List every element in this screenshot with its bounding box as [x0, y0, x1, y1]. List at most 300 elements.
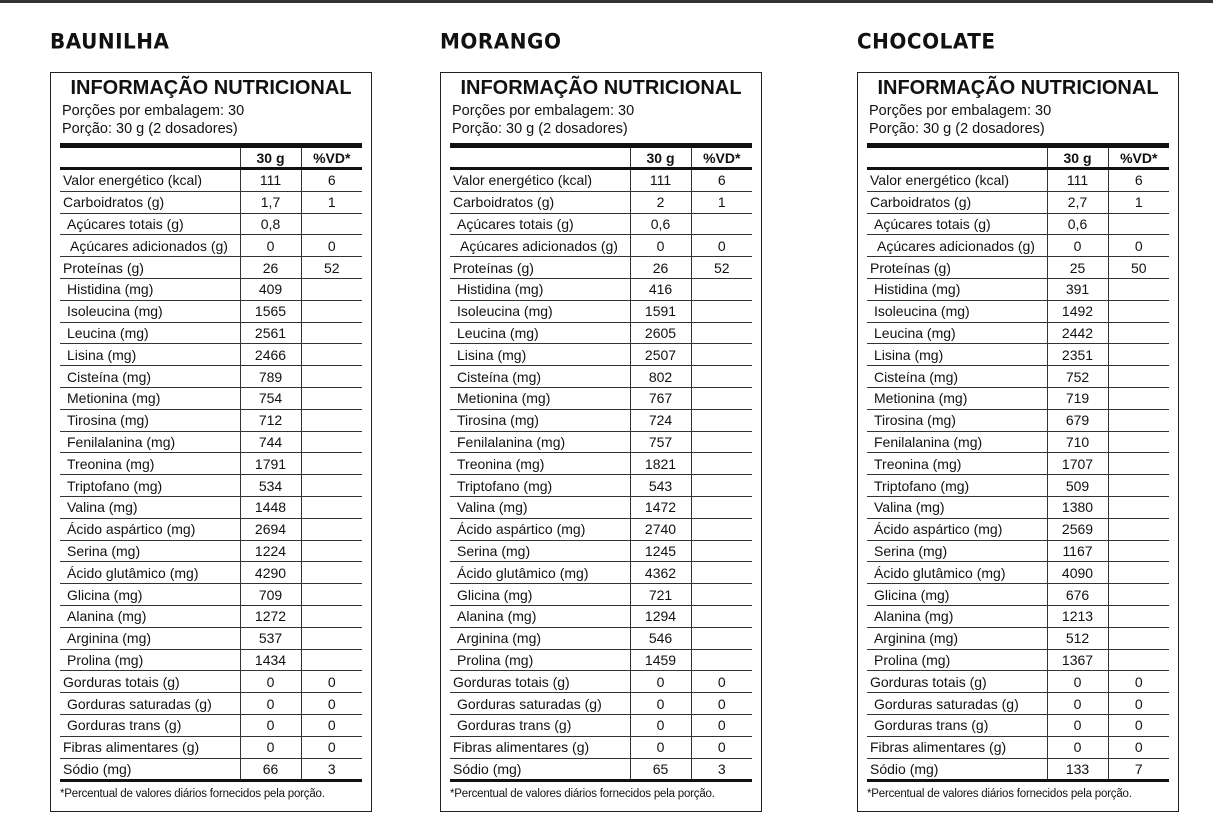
vd-value	[301, 366, 362, 388]
vd-value: 6	[1108, 169, 1169, 192]
vd-value	[301, 213, 362, 235]
portion-size: Porção: 30 g (2 dosadores)	[62, 121, 238, 137]
amount-value: 754	[240, 387, 301, 409]
table-row	[867, 322, 1169, 344]
amount-value: 721	[630, 584, 691, 606]
nutrient-label: Leucina (mg)	[60, 322, 240, 344]
table-row	[60, 736, 362, 758]
table-row	[867, 278, 1169, 300]
amount-value: 537	[240, 627, 301, 649]
table-row	[60, 649, 362, 671]
vd-value: 1	[691, 191, 752, 213]
amount-value: 1,7	[240, 191, 301, 213]
portion-size: Porção: 30 g (2 dosadores)	[452, 121, 628, 137]
vd-value	[691, 627, 752, 649]
amount-value: 409	[240, 278, 301, 300]
header-amount: 30 g	[630, 146, 691, 169]
table-row	[867, 758, 1169, 781]
amount-value: 2694	[240, 518, 301, 540]
vd-value	[1108, 322, 1169, 344]
amount-value: 0	[1047, 714, 1108, 736]
vd-value	[691, 409, 752, 431]
vd-value	[1108, 627, 1169, 649]
table-row	[60, 671, 362, 693]
table-row	[450, 322, 752, 344]
table-row	[867, 344, 1169, 366]
nutrient-label: Tirosina (mg)	[450, 409, 630, 431]
amount-value: 26	[630, 257, 691, 279]
vd-value	[301, 322, 362, 344]
vd-value	[691, 431, 752, 453]
amount-value: 757	[630, 431, 691, 453]
amount-value: 2569	[1047, 518, 1108, 540]
vd-value	[301, 344, 362, 366]
amount-value: 0	[630, 235, 691, 257]
vd-value	[691, 562, 752, 584]
nutrient-label: Sódio (mg)	[60, 758, 240, 781]
vd-value	[301, 649, 362, 671]
table-row	[450, 671, 752, 693]
nutrient-label: Açúcares totais (g)	[867, 213, 1047, 235]
vd-value: 0	[1108, 671, 1169, 693]
amount-value: 1448	[240, 496, 301, 518]
vd-value: 0	[301, 671, 362, 693]
vd-value	[1108, 387, 1169, 409]
nutrient-label: Treonina (mg)	[450, 453, 630, 475]
nutrient-label: Fibras alimentares (g)	[60, 736, 240, 758]
portion-size: Porção: 30 g (2 dosadores)	[869, 121, 1045, 137]
nutrient-label: Isoleucina (mg)	[60, 300, 240, 322]
amount-value: 1213	[1047, 605, 1108, 627]
table-row	[450, 693, 752, 715]
header-blank	[450, 146, 630, 169]
vd-value	[1108, 366, 1169, 388]
nutrient-label: Ácido glutâmico (mg)	[450, 562, 630, 584]
amount-value: 543	[630, 475, 691, 497]
vd-value	[1108, 344, 1169, 366]
vd-value	[301, 300, 362, 322]
nutrient-label: Fenilalanina (mg)	[450, 431, 630, 453]
table-row	[60, 366, 362, 388]
amount-value: 1565	[240, 300, 301, 322]
panel-title: INFORMAÇÃO NUTRICIONAL	[70, 77, 352, 99]
table-row	[450, 518, 752, 540]
vd-value	[1108, 496, 1169, 518]
table-row	[60, 344, 362, 366]
nutrient-label: Triptofano (mg)	[60, 475, 240, 497]
header-amount: 30 g	[1047, 146, 1108, 169]
table-row	[867, 736, 1169, 758]
nutrition-table	[450, 143, 752, 782]
vd-value	[691, 387, 752, 409]
table-row	[60, 518, 362, 540]
amount-value: 391	[1047, 278, 1108, 300]
vd-value	[691, 300, 752, 322]
nutrient-label: Metionina (mg)	[60, 387, 240, 409]
vd-value	[301, 475, 362, 497]
amount-value: 724	[630, 409, 691, 431]
amount-value: 0	[630, 714, 691, 736]
amount-value: 0	[1047, 693, 1108, 715]
serving-info	[51, 102, 371, 138]
vd-value: 0	[1108, 736, 1169, 758]
nutrient-label: Glicina (mg)	[867, 584, 1047, 606]
amount-value: 752	[1047, 366, 1108, 388]
nutrient-label: Gorduras trans (g)	[60, 714, 240, 736]
nutrient-label: Leucina (mg)	[450, 322, 630, 344]
amount-value: 416	[630, 278, 691, 300]
table-row	[450, 649, 752, 671]
table-row	[60, 475, 362, 497]
table-row	[60, 169, 362, 192]
amount-value: 0	[1047, 235, 1108, 257]
amount-value: 802	[630, 366, 691, 388]
nutrient-label: Açúcares totais (g)	[450, 213, 630, 235]
vd-value	[1108, 584, 1169, 606]
nutrient-label: Valor energético (kcal)	[60, 169, 240, 192]
table-row	[867, 387, 1169, 409]
table-row	[450, 758, 752, 781]
vd-value: 0	[691, 235, 752, 257]
table-row	[450, 540, 752, 562]
amount-value: 1459	[630, 649, 691, 671]
table-row	[60, 387, 362, 409]
vd-value	[691, 475, 752, 497]
table-row	[867, 300, 1169, 322]
nutrient-label: Cisteína (mg)	[867, 366, 1047, 388]
table-row	[60, 431, 362, 453]
amount-value: 4090	[1047, 562, 1108, 584]
servings-per-package: Porções por embalagem: 30	[869, 103, 1052, 119]
table-row	[867, 235, 1169, 257]
amount-value: 0,6	[1047, 213, 1108, 235]
vd-value: 1	[1108, 191, 1169, 213]
vd-value	[691, 584, 752, 606]
amount-value: 2	[630, 191, 691, 213]
vd-value	[691, 518, 752, 540]
nutrient-label: Açúcares totais (g)	[60, 213, 240, 235]
vd-value	[301, 518, 362, 540]
table-row	[450, 714, 752, 736]
table-row	[867, 257, 1169, 279]
amount-value: 0	[630, 736, 691, 758]
nutrient-label: Prolina (mg)	[60, 649, 240, 671]
vd-value	[301, 605, 362, 627]
table-row	[867, 191, 1169, 213]
nutrient-label: Gorduras saturadas (g)	[60, 693, 240, 715]
vd-value: 6	[301, 169, 362, 192]
nutrient-label: Prolina (mg)	[867, 649, 1047, 671]
amount-value: 1821	[630, 453, 691, 475]
vd-value: 0	[301, 693, 362, 715]
amount-value: 744	[240, 431, 301, 453]
vd-value	[301, 453, 362, 475]
vd-value	[1108, 475, 1169, 497]
nutrient-label: Valina (mg)	[60, 496, 240, 518]
amount-value: 1167	[1047, 540, 1108, 562]
vd-value: 3	[301, 758, 362, 781]
nutrient-label: Gorduras saturadas (g)	[867, 693, 1047, 715]
nutrient-label: Cisteína (mg)	[450, 366, 630, 388]
amount-value: 2507	[630, 344, 691, 366]
nutrient-label: Histidina (mg)	[450, 278, 630, 300]
vd-value	[301, 540, 362, 562]
amount-value: 709	[240, 584, 301, 606]
amount-value: 0	[240, 671, 301, 693]
table-header-row	[450, 146, 752, 169]
amount-value: 509	[1047, 475, 1108, 497]
table-row	[450, 278, 752, 300]
nutrient-label: Gorduras totais (g)	[450, 671, 630, 693]
amount-value: 0	[240, 693, 301, 715]
nutrient-label: Lisina (mg)	[867, 344, 1047, 366]
footnote: *Percentual de valores diários fornecidos pela porção.	[450, 788, 715, 801]
table-row	[867, 475, 1169, 497]
vd-value	[691, 453, 752, 475]
nutrient-label: Tirosina (mg)	[867, 409, 1047, 431]
nutrient-label: Ácido aspártico (mg)	[867, 518, 1047, 540]
vd-value	[1108, 213, 1169, 235]
vd-value	[1108, 649, 1169, 671]
table-row	[450, 584, 752, 606]
nutrient-label: Serina (mg)	[60, 540, 240, 562]
vd-value: 0	[691, 671, 752, 693]
table-row	[867, 562, 1169, 584]
table-row	[867, 627, 1169, 649]
amount-value: 676	[1047, 584, 1108, 606]
table-row	[450, 191, 752, 213]
nutrient-label: Leucina (mg)	[867, 322, 1047, 344]
table-row	[867, 409, 1169, 431]
nutrient-label: Fenilalanina (mg)	[60, 431, 240, 453]
amount-value: 1294	[630, 605, 691, 627]
nutrient-label: Gorduras totais (g)	[867, 671, 1047, 693]
nutrient-label: Metionina (mg)	[867, 387, 1047, 409]
table-row	[450, 387, 752, 409]
vd-value: 0	[691, 736, 752, 758]
nutrient-label: Isoleucina (mg)	[867, 300, 1047, 322]
vd-value: 3	[691, 758, 752, 781]
nutrient-label: Cisteína (mg)	[60, 366, 240, 388]
amount-value: 111	[1047, 169, 1108, 192]
nutrient-label: Gorduras totais (g)	[60, 671, 240, 693]
nutrient-label: Sódio (mg)	[867, 758, 1047, 781]
amount-value: 546	[630, 627, 691, 649]
amount-value: 712	[240, 409, 301, 431]
vd-value	[691, 540, 752, 562]
table-row	[867, 496, 1169, 518]
vd-value	[691, 649, 752, 671]
serving-info	[441, 102, 761, 138]
nutrient-label: Valina (mg)	[867, 496, 1047, 518]
vd-value	[1108, 540, 1169, 562]
vd-value	[301, 584, 362, 606]
nutrient-label: Arginina (mg)	[450, 627, 630, 649]
column-morango	[440, 26, 762, 812]
servings-per-package: Porções por embalagem: 30	[452, 103, 635, 119]
table-row	[867, 671, 1169, 693]
nutrition-table	[60, 143, 362, 782]
footnote: *Percentual de valores diários fornecidos pela porção.	[867, 788, 1132, 801]
header-vd: %VD*	[691, 146, 752, 169]
vd-value	[301, 562, 362, 584]
nutrient-label: Arginina (mg)	[60, 627, 240, 649]
table-row	[60, 540, 362, 562]
nutrient-label: Glicina (mg)	[450, 584, 630, 606]
vd-value	[691, 496, 752, 518]
vd-value: 0	[1108, 235, 1169, 257]
vd-value	[1108, 300, 1169, 322]
column-baunilha	[50, 26, 372, 812]
header-blank	[867, 146, 1047, 169]
vd-value	[1108, 562, 1169, 584]
nutrient-label: Ácido aspártico (mg)	[450, 518, 630, 540]
nutrient-label: Ácido glutâmico (mg)	[60, 562, 240, 584]
top-border-line	[0, 0, 1213, 3]
table-row	[60, 322, 362, 344]
vd-value	[301, 627, 362, 649]
amount-value: 1272	[240, 605, 301, 627]
amount-value: 4290	[240, 562, 301, 584]
nutrition-panel	[857, 72, 1179, 812]
table-row	[450, 475, 752, 497]
amount-value: 65	[630, 758, 691, 781]
vd-value: 1	[301, 191, 362, 213]
nutrient-label: Triptofano (mg)	[867, 475, 1047, 497]
vd-value: 0	[1108, 714, 1169, 736]
nutrient-label: Açúcares adicionados (g)	[450, 235, 630, 257]
nutrient-label: Alanina (mg)	[60, 605, 240, 627]
table-row	[60, 278, 362, 300]
nutrient-label: Açúcares adicionados (g)	[867, 235, 1047, 257]
nutrient-label: Histidina (mg)	[60, 278, 240, 300]
nutrient-label: Serina (mg)	[450, 540, 630, 562]
nutrient-label: Isoleucina (mg)	[450, 300, 630, 322]
table-row	[60, 213, 362, 235]
vd-value	[691, 605, 752, 627]
table-row	[867, 540, 1169, 562]
amount-value: 26	[240, 257, 301, 279]
amount-value: 0	[240, 714, 301, 736]
vd-value: 6	[691, 169, 752, 192]
vd-value	[1108, 453, 1169, 475]
amount-value: 789	[240, 366, 301, 388]
table-row	[450, 431, 752, 453]
vd-value: 0	[301, 736, 362, 758]
amount-value: 679	[1047, 409, 1108, 431]
amount-value: 0	[630, 693, 691, 715]
nutrient-label: Carboidratos (g)	[60, 191, 240, 213]
table-row	[450, 562, 752, 584]
vd-value	[691, 366, 752, 388]
amount-value: 2442	[1047, 322, 1108, 344]
amount-value: 2351	[1047, 344, 1108, 366]
nutrient-label: Triptofano (mg)	[450, 475, 630, 497]
table-row	[60, 758, 362, 781]
vd-value	[1108, 518, 1169, 540]
table-row	[867, 431, 1169, 453]
vd-value: 50	[1108, 257, 1169, 279]
vd-value	[301, 387, 362, 409]
table-row	[60, 235, 362, 257]
table-row	[450, 235, 752, 257]
vd-value	[691, 213, 752, 235]
flavor-title: BAUNILHA	[50, 28, 170, 54]
footnote: *Percentual de valores diários fornecidos pela porção.	[60, 788, 325, 801]
amount-value: 2561	[240, 322, 301, 344]
amount-value: 534	[240, 475, 301, 497]
table-header-row	[60, 146, 362, 169]
table-row	[60, 409, 362, 431]
table-row	[867, 169, 1169, 192]
nutrient-label: Proteínas (g)	[867, 257, 1047, 279]
amount-value: 1245	[630, 540, 691, 562]
table-row	[450, 169, 752, 192]
panel-title: INFORMAÇÃO NUTRICIONAL	[877, 77, 1159, 99]
nutrient-label: Arginina (mg)	[867, 627, 1047, 649]
panel-title: INFORMAÇÃO NUTRICIONAL	[460, 77, 742, 99]
nutrient-label: Treonina (mg)	[60, 453, 240, 475]
nutrient-label: Lisina (mg)	[60, 344, 240, 366]
nutrient-label: Valina (mg)	[450, 496, 630, 518]
vd-value	[1108, 409, 1169, 431]
nutrient-label: Glicina (mg)	[60, 584, 240, 606]
nutrient-label: Carboidratos (g)	[867, 191, 1047, 213]
amount-value: 2,7	[1047, 191, 1108, 213]
vd-value: 0	[691, 714, 752, 736]
flavor-title: MORANGO	[440, 28, 562, 54]
table-row	[60, 496, 362, 518]
column-chocolate	[857, 26, 1179, 812]
amount-value: 133	[1047, 758, 1108, 781]
nutrient-label: Fibras alimentares (g)	[867, 736, 1047, 758]
amount-value: 0,8	[240, 213, 301, 235]
amount-value: 0	[240, 235, 301, 257]
table-row	[867, 366, 1169, 388]
nutrition-panel	[440, 72, 762, 812]
amount-value: 1791	[240, 453, 301, 475]
table-row	[867, 453, 1169, 475]
nutrient-label: Serina (mg)	[867, 540, 1047, 562]
vd-value	[301, 496, 362, 518]
table-row	[60, 300, 362, 322]
vd-value	[301, 431, 362, 453]
vd-value: 0	[301, 235, 362, 257]
nutrient-label: Gorduras saturadas (g)	[450, 693, 630, 715]
table-header-row	[867, 146, 1169, 169]
vd-value	[1108, 278, 1169, 300]
nutrient-label: Gorduras trans (g)	[450, 714, 630, 736]
amount-value: 2466	[240, 344, 301, 366]
nutrition-panel	[50, 72, 372, 812]
nutrient-label: Proteínas (g)	[60, 257, 240, 279]
table-row	[450, 366, 752, 388]
vd-value: 7	[1108, 758, 1169, 781]
table-row	[450, 496, 752, 518]
nutrient-label: Ácido aspártico (mg)	[60, 518, 240, 540]
nutrient-label: Prolina (mg)	[450, 649, 630, 671]
vd-value	[691, 322, 752, 344]
nutrition-table	[867, 143, 1169, 782]
nutrient-label: Gorduras trans (g)	[867, 714, 1047, 736]
amount-value: 1472	[630, 496, 691, 518]
nutrient-label: Histidina (mg)	[867, 278, 1047, 300]
table-row	[60, 453, 362, 475]
amount-value: 111	[240, 169, 301, 192]
nutrient-label: Lisina (mg)	[450, 344, 630, 366]
servings-per-package: Porções por embalagem: 30	[62, 103, 245, 119]
serving-info	[858, 102, 1178, 138]
